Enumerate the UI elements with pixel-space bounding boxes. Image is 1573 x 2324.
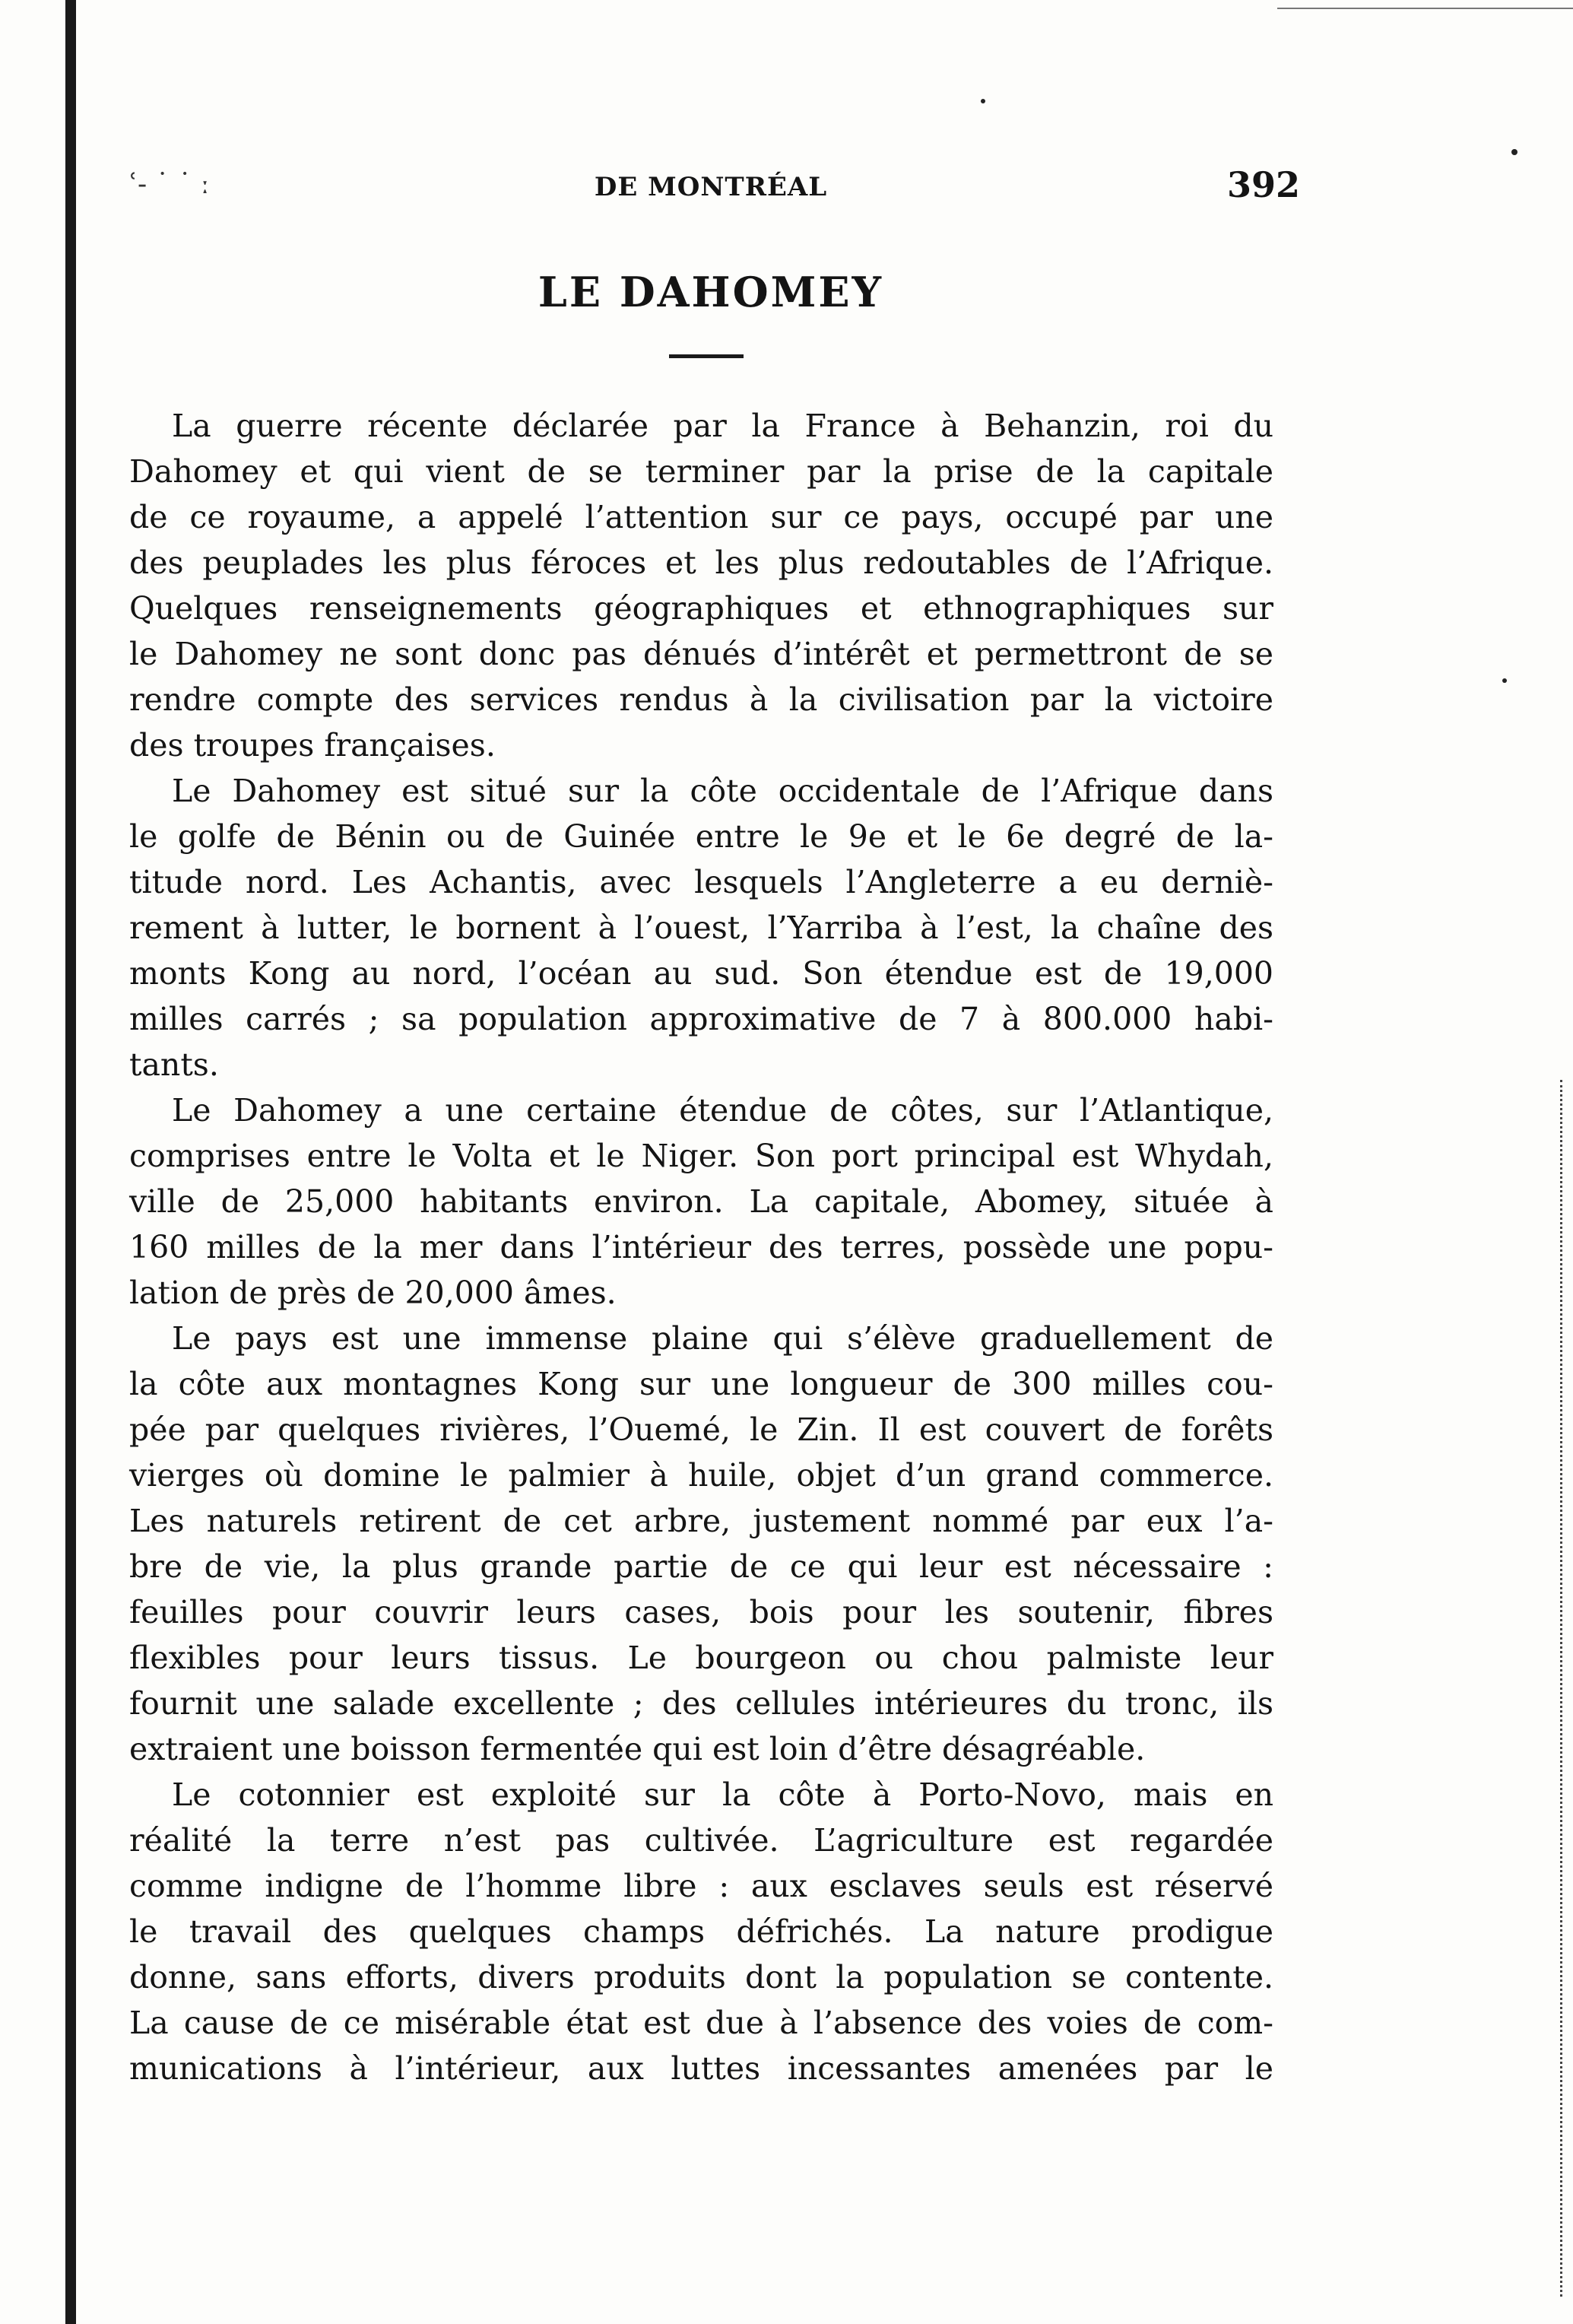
- text-line: des peuplades les plus féroces et les plus redoutables de l’Afrique.: [129, 544, 1273, 581]
- text-line: le travail des quelques champs défrichés. La nature prodigue: [129, 1913, 1273, 1950]
- text-line: la côte aux montagnes Kong sur une longueur de 300 milles cou-: [129, 1366, 1273, 1402]
- paragraph: [129, 768, 1273, 1087]
- text-line: donne, sans efforts, divers produits dont la population se contente.: [129, 1959, 1273, 1995]
- text-line: titude nord. Les Achantis, avec lesquels l’Angleterre a eu derniè-: [129, 864, 1273, 900]
- text-line: lation de près de 20,000 âmes.: [129, 1275, 617, 1311]
- paragraph: [129, 403, 1273, 768]
- text-line: le Dahomey ne sont donc pas dénués d’intérêt et permettront de se: [129, 636, 1273, 672]
- text-line: munications à l’intérieur, aux luttes incessantes amenées par le: [129, 2050, 1273, 2087]
- text-line: 160 milles de la mer dans l’intérieur des terres, possède une popu-: [129, 1229, 1273, 1265]
- paragraph: [129, 1772, 1273, 2091]
- article-body: [129, 403, 1273, 2091]
- text-line: Le Dahomey est situé sur la côte occidentale de l’Afrique dans: [172, 773, 1273, 809]
- text-line: vierges où domine le palmier à huile, objet d’un grand commerce.: [129, 1457, 1273, 1494]
- page-edge-dots: [1560, 1080, 1565, 2297]
- paragraph: [129, 1087, 1273, 1316]
- page-gutter-shadow: [65, 0, 76, 2324]
- paragraph: [129, 1316, 1273, 1772]
- title-rule: [669, 354, 744, 358]
- text-line: La cause de ce misérable état est due à l’absence des voies de com-: [129, 2005, 1273, 2041]
- text-line: réalité la terre n’est pas cultivée. L’agriculture est regardée: [129, 1822, 1273, 1859]
- text-line: Le Dahomey a une certaine étendue de côtes, sur l’Atlantique,: [172, 1092, 1273, 1129]
- text-line: des troupes françaises.: [129, 727, 496, 764]
- text-line: fournit une salade excellente ; des cellules intérieures du tronc, ils: [129, 1685, 1273, 1722]
- text-line: milles carrés ; sa population approximative de 7 à 800.000 habi-: [129, 1001, 1273, 1037]
- text-line: tants.: [129, 1046, 219, 1083]
- page-number: 392: [1226, 164, 1300, 205]
- text-line: Le pays est une immense plaine qui s’élève graduellement de: [172, 1320, 1273, 1357]
- top-edge-rule: [1277, 8, 1573, 9]
- text-line: de ce royaume, a appelé l’attention sur ce pays, occupé par une: [129, 499, 1273, 535]
- text-line: le golfe de Bénin ou de Guinée entre le 9e et le 6e degré de la-: [129, 818, 1273, 855]
- text-line: Quelques renseignements géographiques et ethnographiques sur: [129, 590, 1273, 627]
- ink-speck: [1502, 678, 1507, 683]
- text-line: rement à lutter, le bornent à l’ouest, l’Yarriba à l’est, la chaîne des: [129, 910, 1273, 946]
- text-line: feuilles pour couvrir leurs cases, bois pour les soutenir, fibres: [129, 1594, 1273, 1630]
- text-line: pée par quelques rivières, l’Ouemé, le Zin. Il est couvert de forêts: [129, 1411, 1273, 1448]
- running-head: [129, 164, 1300, 214]
- text-line: Dahomey et qui vient de se terminer par la prise de la capitale: [129, 453, 1273, 490]
- article-title: LE DAHOMEY: [538, 268, 884, 316]
- text-line: La guerre récente déclarée par la France à Behanzin, roi du: [172, 408, 1273, 444]
- text-line: Les naturels retirent de cet arbre, justement nommé par eux l’a-: [129, 1503, 1273, 1539]
- text-line: rendre compte des services rendus à la civilisation par la victoire: [129, 681, 1273, 718]
- ink-speck: [1511, 149, 1518, 155]
- text-line: bre de vie, la plus grande partie de ce qui leur est nécessaire :: [129, 1548, 1273, 1585]
- text-line: ville de 25,000 habitants environ. La capitale, Abomey, située à: [129, 1183, 1273, 1220]
- text-line: Le cotonnier est exploité sur la côte à Porto-Novo, mais en: [172, 1776, 1273, 1813]
- text-line: flexibles pour leurs tissus. Le bourgeon ou chou palmiste leur: [129, 1640, 1273, 1676]
- text-line: comme indigne de l’homme libre : aux esclaves seuls est réservé: [129, 1868, 1273, 1904]
- ink-speck: [981, 99, 985, 103]
- text-line: monts Kong au nord, l’océan au sud. Son étendue est de 19,000: [129, 955, 1273, 992]
- text-line: comprises entre le Volta et le Niger. Son port principal est Whydah,: [129, 1138, 1273, 1174]
- running-head-marks: ʿ‐ ˙ ˙ ː: [129, 169, 210, 200]
- text-line: extraient une boisson fermentée qui est loin d’être désagréable.: [129, 1731, 1146, 1767]
- running-head-title: DE MONTRÉAL: [594, 172, 828, 202]
